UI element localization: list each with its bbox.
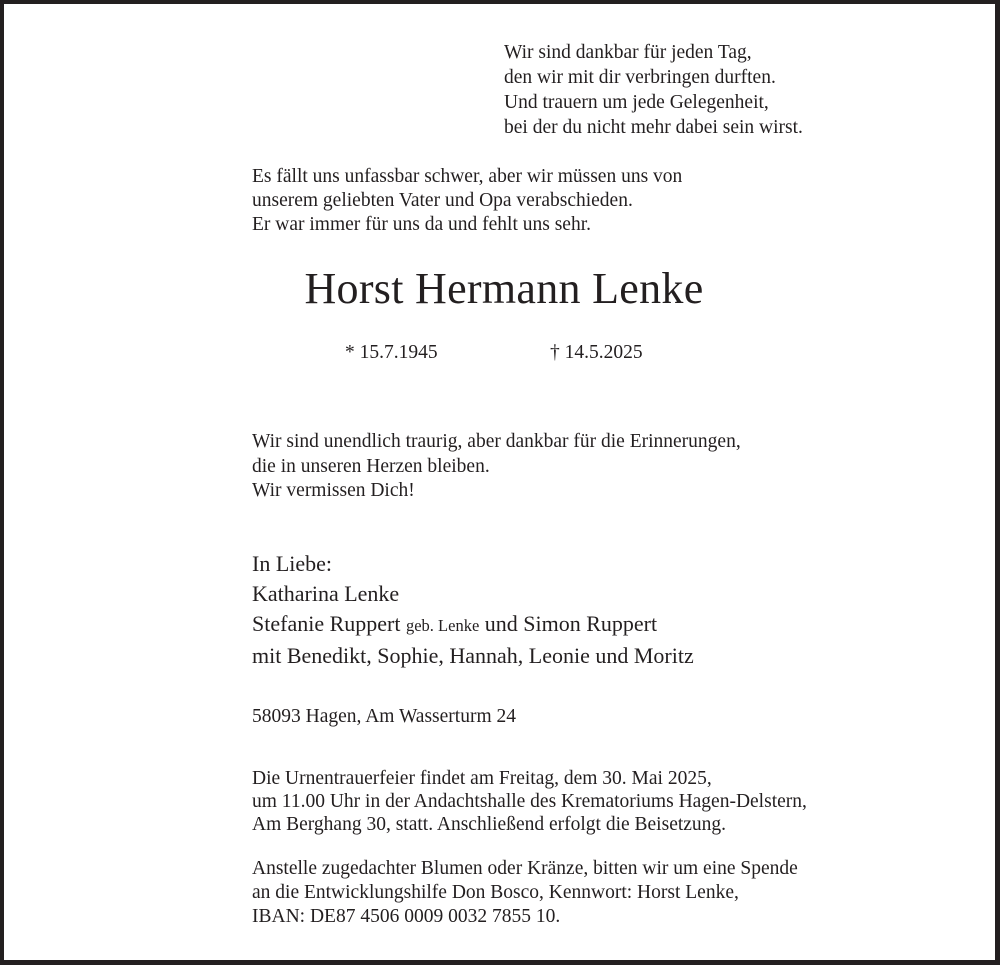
grandchildren: mit Benedikt, Sophie, Hannah, Leonie und Moritz (252, 643, 694, 668)
donation-line: an die Entwicklungshilfe Don Bosco, Kennwort: Horst Lenke, (252, 882, 739, 903)
birth-date: * 15.7.1945 (345, 342, 438, 363)
poem-line: Und trauern um jede Gelegenheit, (504, 92, 769, 113)
death-date: † 14.5.2025 (550, 342, 643, 363)
ceremony-info (252, 767, 807, 836)
ceremony-line: um 11.00 Uhr in der Andachtshalle des Krematoriums Hagen-Delstern, (252, 791, 807, 812)
donation-iban: IBAN: DE87 4506 0009 0032 7855 10. (252, 906, 561, 927)
intro-line: unserem geliebten Vater und Opa verabschieden. (252, 190, 633, 211)
family-address: 58093 Hagen, Am Wasserturm 24 (252, 706, 516, 727)
intro-line: Er war immer für uns da und fehlt uns sehr. (252, 214, 592, 235)
memorial-poem (504, 40, 803, 140)
deceased-name-text: Horst Hermann Lenke (304, 264, 704, 313)
intro-line: Es fällt uns unfassbar schwer, aber wir müssen uns von (252, 166, 683, 187)
maiden-name: geb. Lenke (405, 616, 480, 635)
mourners-heading: In Liebe: (252, 551, 333, 576)
deceased-name (4, 259, 1000, 319)
poem-line: bei der du nicht mehr dabei sein wirst. (504, 117, 803, 138)
poem-line: Wir sind dankbar für jeden Tag, (504, 42, 752, 63)
sorrow-line: Wir sind unendlich traurig, aber dankbar für die Erinnerungen, (252, 431, 741, 452)
ceremony-line: Die Urnentrauerfeier findet am Freitag, dem 30. Mai 2025, (252, 768, 712, 789)
mourner-name: Stefanie Ruppert (252, 611, 401, 636)
donation-line: Anstelle zugedachter Blumen oder Kränze, bitten wir um eine Spende (252, 858, 798, 879)
sorrow-line: Wir vermissen Dich! (252, 480, 415, 501)
sorrow-text (252, 430, 741, 504)
donation-info (252, 857, 798, 929)
mourner-partner: und Simon Ruppert (484, 611, 658, 636)
poem-line: den wir mit dir verbringen durften. (504, 67, 776, 88)
mourner-name: Katharina Lenke (252, 581, 400, 606)
mourners-list (252, 549, 694, 671)
mourner-couple (252, 609, 694, 641)
sorrow-line: die in unseren Herzen bleiben. (252, 455, 490, 477)
intro-text (252, 165, 682, 237)
ceremony-line: Am Berghang 30, statt. Anschließend erfolgt die Beisetzung. (252, 814, 727, 835)
